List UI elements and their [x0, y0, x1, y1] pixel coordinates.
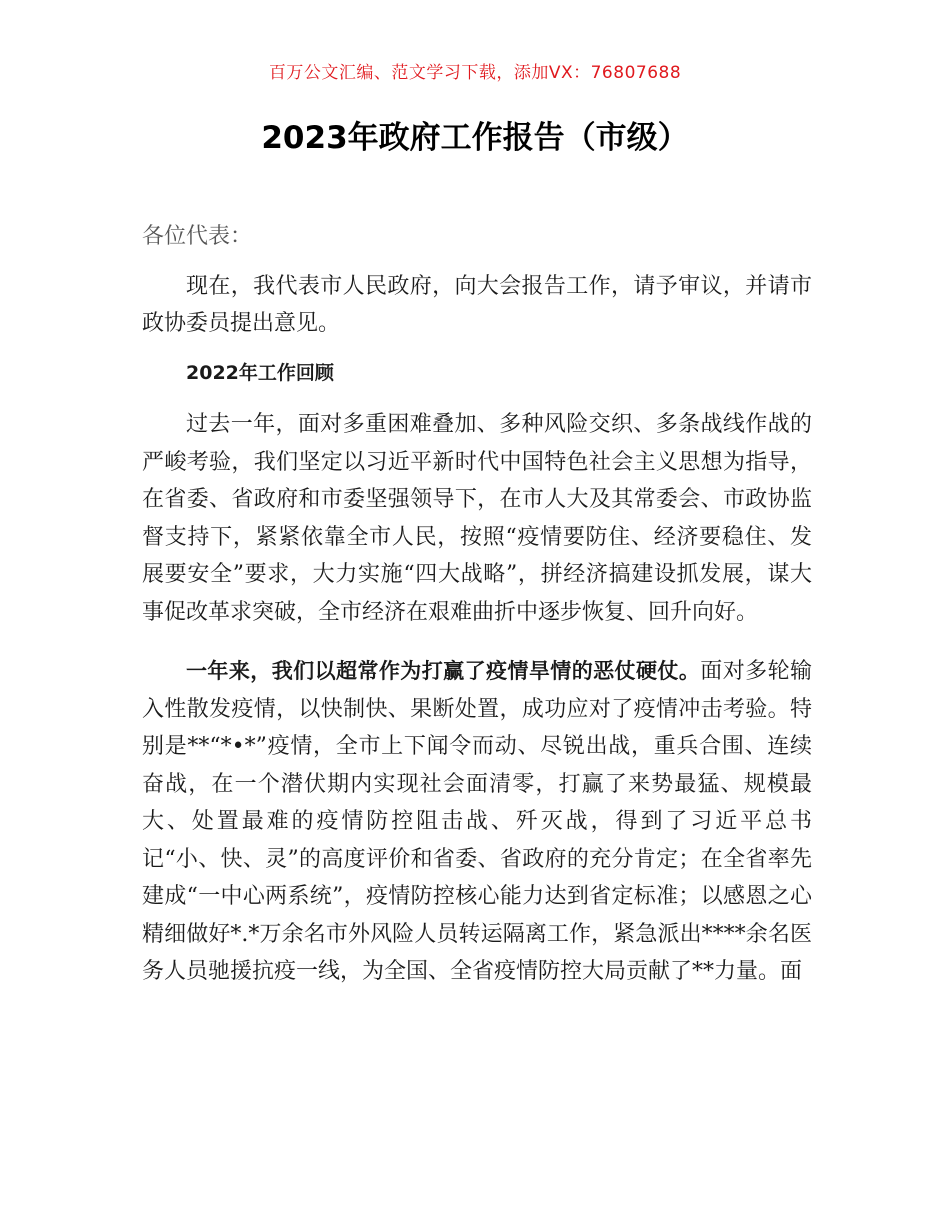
epidemic-paragraph — [142, 653, 812, 991]
paragraph-body-text: 面对多轮输入性散发疫情，以快制快、果断处置，成功应对了疫情冲击考验。特别是**“*•*”疫情，全市上下闻令而动、尽锐出战，重兵合围、连续奋战，在一个潜伏期内实现社会面清零，打赢了来势最猛、规模最大、处置最难的疫情防控阻击战、歼灭战，得到了习近平总书记“小、快、灵”的高度评价和省委、省政府的充分肯定；在全省率先建成“一中心两系统”，疫情防控核心能力达到省定标准；以感恩之心精细做好*.*万余名市外风险人员转运隔离工作，紧急派出****余名医务人员驰援抗疫一线，为全国、全省疫情防控大局贡献了**力量。面 — [142, 659, 812, 984]
salutation: 各位代表： — [142, 224, 253, 249]
section-heading: 2022年工作回顾 — [186, 361, 334, 384]
review-paragraph: 过去一年，面对多重困难叠加、多种风险交织、多条战线作战的严峻考验，我们坚定以习近平新时代中国特色社会主义思想为指导，在省委、省政府和市委坚强领导下，在市人大及其常委会、市政协监督支持下，紧紧依靠全市人民，按照“疫情要防住、经济要稳住、发展要安全”要求，大力实施“四大战略”，拼经济搞建设抓发展，谋大事促改革求突破，全市经济在艰难曲折中逐步恢复、回升向好。 — [142, 412, 812, 625]
header-watermark-note: 百万公文汇编、范文学习下载，添加VX：76807688 — [268, 63, 682, 83]
intro-paragraph: 现在，我代表市人民政府，向大会报告工作，请予审议，并请市政协委员提出意见。 — [142, 273, 812, 336]
document-body — [142, 218, 812, 991]
paragraph-lead-sentence: 一年来，我们以超常作为打赢了疫情旱情的恶仗硬仗。 — [186, 659, 701, 683]
document-title: 2023年政府工作报告（市级） — [261, 120, 689, 156]
